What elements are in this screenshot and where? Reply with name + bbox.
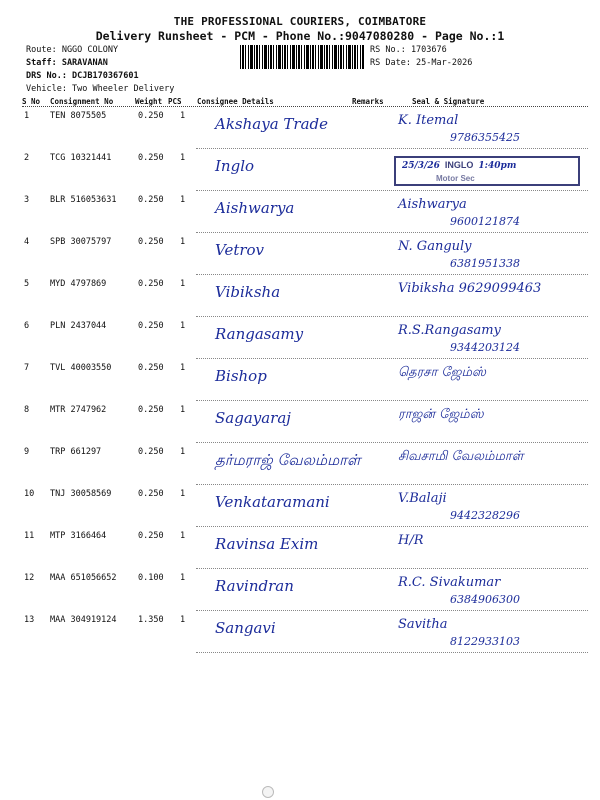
row-consignment-no: TEN 8075505 bbox=[50, 111, 107, 121]
table-row bbox=[0, 569, 600, 611]
row-sno: 5 bbox=[24, 279, 30, 289]
staff-label: Staff: SARAVANAN bbox=[26, 58, 108, 68]
row-pcs: 1 bbox=[180, 237, 186, 247]
table-row bbox=[0, 233, 600, 275]
consignee-handwritten: Venkataramani bbox=[215, 493, 330, 511]
signature-handwritten: N. Ganguly bbox=[398, 239, 472, 254]
row-pcs: 1 bbox=[180, 531, 186, 541]
stamp-subtext: Motor Sec bbox=[436, 174, 475, 183]
row-consignment-no: MAA 651056652 bbox=[50, 573, 117, 583]
signature-handwritten: H/R bbox=[398, 533, 424, 548]
stamp-date: 25/3/26 bbox=[402, 161, 440, 171]
row-consignment-no: BLR 516053631 bbox=[50, 195, 117, 205]
row-sno: 7 bbox=[24, 363, 30, 373]
row-consignment-no: SPB 30075797 bbox=[50, 237, 112, 247]
row-weight: 0.250 bbox=[138, 237, 164, 247]
row-sno: 13 bbox=[24, 615, 35, 625]
table-row bbox=[0, 611, 600, 653]
row-consignment-no: MYD 4797869 bbox=[50, 279, 107, 289]
signature-handwritten: சிவசாமி வேலம்மாள் bbox=[398, 449, 524, 464]
delivery-stamp bbox=[394, 156, 580, 186]
signature-handwritten: K. Itemal bbox=[398, 113, 459, 128]
stamp-time: 1:40pm bbox=[478, 161, 517, 171]
table-row bbox=[0, 317, 600, 359]
consignee-handwritten: Sangavi bbox=[215, 619, 276, 637]
row-consignment-no: MAA 304919124 bbox=[50, 615, 117, 625]
table-row bbox=[0, 401, 600, 443]
stamp-name: INGLO bbox=[444, 160, 474, 170]
phone-handwritten: 9600121874 bbox=[450, 215, 520, 228]
row-weight: 0.250 bbox=[138, 489, 164, 499]
signature-handwritten: தெரசா ஜேம்ஸ் bbox=[398, 365, 486, 380]
row-pcs: 1 bbox=[180, 447, 186, 457]
route-label: Route: NGGO COLONY bbox=[26, 45, 119, 55]
table-row bbox=[0, 275, 600, 317]
row-pcs: 1 bbox=[180, 111, 186, 121]
row-weight: 0.250 bbox=[138, 153, 164, 163]
consignee-handwritten: Akshaya Trade bbox=[215, 115, 329, 133]
consignee-handwritten: Ravindran bbox=[215, 577, 294, 595]
row-sno: 9 bbox=[24, 447, 30, 457]
table-row bbox=[0, 359, 600, 401]
row-weight: 0.100 bbox=[138, 573, 164, 583]
row-pcs: 1 bbox=[180, 405, 186, 415]
row-weight: 0.250 bbox=[138, 447, 164, 457]
row-pcs: 1 bbox=[180, 615, 186, 625]
col-header-weight: Weight bbox=[135, 97, 163, 106]
consignee-handwritten: Rangasamy bbox=[215, 325, 304, 343]
row-weight: 0.250 bbox=[138, 405, 164, 415]
table-row bbox=[0, 527, 600, 569]
phone-handwritten: 9442328296 bbox=[450, 509, 520, 522]
col-header-consignee: Consignee Details bbox=[197, 97, 274, 106]
row-consignment-no: MTP 3166464 bbox=[50, 531, 107, 541]
row-weight: 1.350 bbox=[138, 615, 164, 625]
signature-handwritten: V.Balaji bbox=[398, 491, 447, 506]
row-consignment-no: TNJ 30058569 bbox=[50, 489, 112, 499]
rs-date: RS Date: 25-Mar-2026 bbox=[370, 58, 473, 68]
table-row bbox=[0, 191, 600, 233]
consignee-handwritten: Ravinsa Exim bbox=[215, 535, 319, 553]
row-pcs: 1 bbox=[180, 489, 186, 499]
row-sno: 12 bbox=[24, 573, 35, 583]
row-divider bbox=[196, 652, 588, 653]
row-sno: 1 bbox=[24, 111, 30, 121]
col-header-consignment: Consignment No bbox=[50, 97, 114, 106]
row-consignment-no: MTR 2747962 bbox=[50, 405, 107, 415]
row-consignment-no: TRP 661297 bbox=[50, 447, 102, 457]
col-header-pcs: PCS bbox=[168, 97, 182, 106]
consignee-handwritten: Inglo bbox=[215, 157, 255, 175]
signature-handwritten: ராஜன் ஜேம்ஸ் bbox=[398, 407, 484, 422]
signature-handwritten: Vibiksha 9629099463 bbox=[398, 281, 542, 296]
row-weight: 0.250 bbox=[138, 321, 164, 331]
row-weight: 0.250 bbox=[138, 111, 164, 121]
barcode bbox=[240, 45, 364, 69]
row-pcs: 1 bbox=[180, 195, 186, 205]
table-row bbox=[0, 107, 600, 149]
col-header-remarks: Remarks bbox=[352, 97, 384, 106]
consignee-handwritten: Bishop bbox=[215, 367, 267, 385]
row-sno: 8 bbox=[24, 405, 30, 415]
row-weight: 0.250 bbox=[138, 363, 164, 373]
runsheet-subtitle: Delivery Runsheet - PCM - Phone No.:9047080280 - Page No.:1 bbox=[95, 29, 505, 43]
row-sno: 11 bbox=[24, 531, 35, 541]
signature-handwritten: R.C. Sivakumar bbox=[398, 575, 501, 590]
consignee-handwritten: Vetrov bbox=[215, 241, 265, 259]
col-header-sno: S No bbox=[22, 97, 41, 106]
phone-handwritten: 9786355425 bbox=[450, 131, 520, 144]
row-pcs: 1 bbox=[180, 321, 186, 331]
row-sno: 3 bbox=[24, 195, 30, 205]
row-weight: 0.250 bbox=[138, 531, 164, 541]
row-consignment-no: TCG 10321441 bbox=[50, 153, 112, 163]
signature-handwritten: R.S.Rangasamy bbox=[398, 323, 501, 338]
row-sno: 6 bbox=[24, 321, 30, 331]
page-title: THE PROFESSIONAL COURIERS, COIMBATORE bbox=[173, 15, 427, 28]
row-pcs: 1 bbox=[180, 279, 186, 289]
row-weight: 0.250 bbox=[138, 195, 164, 205]
rs-number: RS No.: 1703676 bbox=[370, 45, 447, 55]
row-weight: 0.250 bbox=[138, 279, 164, 289]
table-row bbox=[0, 485, 600, 527]
row-pcs: 1 bbox=[180, 363, 186, 373]
signature-handwritten: Aishwarya bbox=[398, 197, 467, 212]
phone-handwritten: 8122933103 bbox=[450, 635, 520, 648]
table-row bbox=[0, 443, 600, 485]
row-sno: 4 bbox=[24, 237, 30, 247]
row-pcs: 1 bbox=[180, 153, 186, 163]
consignee-handwritten: Aishwarya bbox=[215, 199, 295, 217]
vehicle-label: Vehicle: Two Wheeler Delivery bbox=[26, 84, 175, 94]
consignee-handwritten: Sagayaraj bbox=[215, 409, 291, 427]
consignee-handwritten: Vibiksha bbox=[215, 283, 281, 301]
row-pcs: 1 bbox=[180, 573, 186, 583]
row-consignment-no: TVL 40003550 bbox=[50, 363, 112, 373]
col-header-signature: Seal & Signature bbox=[412, 97, 485, 106]
phone-handwritten: 9344203124 bbox=[450, 341, 520, 354]
phone-handwritten: 6381951338 bbox=[450, 257, 520, 270]
phone-handwritten: 6384906300 bbox=[450, 593, 520, 606]
consignee-handwritten: தர்மராஜ் வேலம்மாள் bbox=[215, 451, 361, 469]
drs-number: DRS No.: DCJB170367601 bbox=[26, 71, 139, 81]
signature-handwritten: Savitha bbox=[398, 617, 448, 632]
row-consignment-no: PLN 2437044 bbox=[50, 321, 107, 331]
row-sno: 10 bbox=[24, 489, 35, 499]
punch-hole bbox=[262, 786, 274, 798]
row-sno: 2 bbox=[24, 153, 30, 163]
